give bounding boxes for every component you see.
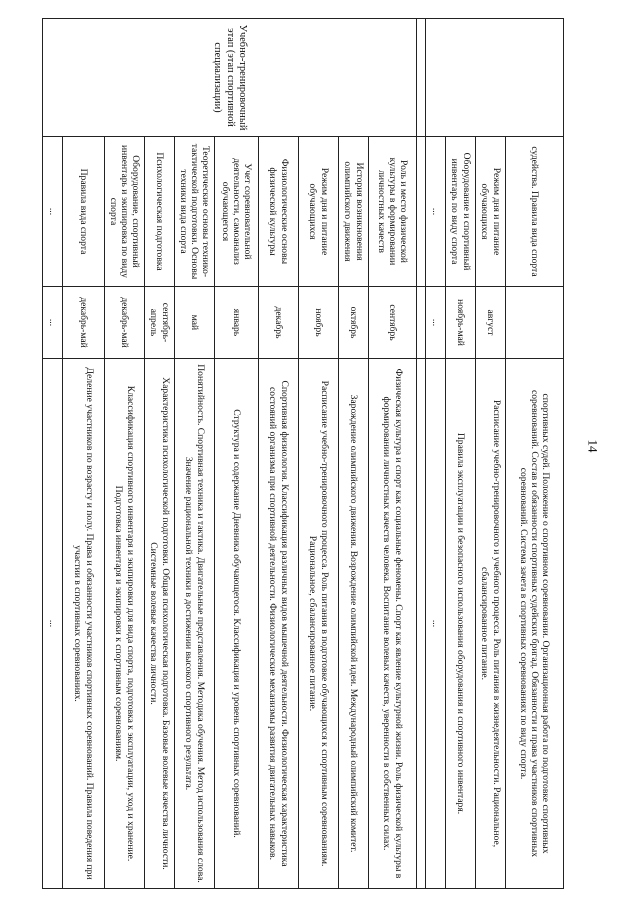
topic-cell: Учет соревновательной деятельности, самоанализ обучающегося <box>215 137 259 287</box>
content-cell: ... <box>43 359 63 889</box>
page-number: 14 <box>585 439 601 453</box>
month-cell <box>506 287 564 359</box>
content-cell: спортивных судей. Положение о спортивном соревновании. Организационная работа по подготовке спортивных соревнований. Состав и обязанности спортивных судейских бригад. Обязанности и права участников спортивных соревнований. Система зачета в спортивных соревнованиях по виду спорта. <box>506 359 564 889</box>
table-row <box>259 19 299 889</box>
month-cell: декабрь-май <box>105 287 145 359</box>
table-row <box>426 19 446 889</box>
table-row <box>43 19 63 889</box>
topic-cell: судейства. Правила вида спорта <box>506 137 564 287</box>
month-cell: ноябрь <box>299 287 339 359</box>
month-cell: январь <box>215 287 259 359</box>
month-cell: ноябрь-май <box>446 287 476 359</box>
separator-cell <box>417 137 426 287</box>
month-cell: ... <box>426 287 446 359</box>
month-cell: сентябрь <box>369 287 417 359</box>
topic-cell: Теоретические основы технико-тактической подготовки. Основы техники вида спорта <box>175 137 215 287</box>
content-cell: Расписание учебно-тренировочного процесса. Роль питания в подготовке обучающихся к спортивным соревнованиям. Рациональное, сбалансированное питание. <box>299 359 339 889</box>
month-cell: ... <box>43 287 63 359</box>
table-frame <box>47 18 564 888</box>
content-cell: Зарождение олимпийского движения. Возрождение олимпийской идеи. Международный олимпийский комитет. <box>339 359 369 889</box>
content-cell: Деление участников по возрасту и полу. Права и обязанности участников спортивных соревнований. Правила поведения при участии в спортивных соревнованиях. <box>63 359 105 889</box>
topic-cell: Психологическая подготовка <box>145 137 175 287</box>
content-cell: ... <box>426 359 446 889</box>
month-cell: октябрь <box>339 287 369 359</box>
table-row <box>105 19 145 889</box>
theory-plan-table <box>42 18 564 889</box>
month-cell: декабрь <box>259 287 299 359</box>
separator-cell <box>417 19 426 137</box>
topic-cell: Роль и место физической культуры в формировании личностных качеств <box>369 137 417 287</box>
content-cell: Структура и содержание Дневника обучающегося. Классификация и уровень спортивных соревнований. <box>215 359 259 889</box>
table-row <box>446 19 476 889</box>
table-row <box>175 19 215 889</box>
month-cell: декабрь-май <box>63 287 105 359</box>
table-row <box>145 19 175 889</box>
topic-cell: ... <box>426 137 446 287</box>
table-row <box>215 19 259 889</box>
content-cell: Правила эксплуатации и безопасного использования оборудования и спортивного инвентаря. <box>446 359 476 889</box>
content-cell: Классификация спортивного инвентаря и экипировки для вида спорта, подготовка к эксплуатации, уход и хранение. Подготовка инвентаря и экипировки к спортивным соревнованиям. <box>105 359 145 889</box>
table-row <box>369 19 417 889</box>
content-cell: Расписание учебно-тренировочного и учебного процесса. Роль питания в жизнедеятельности. Рациональное, сбалансированное питание. <box>476 359 506 889</box>
table-row <box>506 19 564 889</box>
table-row <box>339 19 369 889</box>
content-cell: Понятийность. Спортивная техника и тактика. Двигательные представления. Методика обучения. Метод использования слова. Значение рациональной техники в достижении высокого спортивного результата. <box>175 359 215 889</box>
topic-cell: Режим дня и питание обучающихся <box>299 137 339 287</box>
separator-row <box>417 19 426 889</box>
table-row <box>63 19 105 889</box>
separator-cell <box>417 287 426 359</box>
month-cell: август <box>476 287 506 359</box>
topic-cell: Оборудование, спортивный инвентарь и экипировка по виду спорта <box>105 137 145 287</box>
table-row <box>476 19 506 889</box>
topic-cell: Физиологические основы физической культуры <box>259 137 299 287</box>
topic-cell: Правила вида спорта <box>63 137 105 287</box>
content-cell: Спортивная физиология. Классификация различных видов мышечной деятельности. Физиологическая характеристика состояний организма при спортивной деятельности. Физиологические механизмы развития двигательных навыков. <box>259 359 299 889</box>
stage-cell-first <box>426 19 564 137</box>
topic-cell: История возникновения олимпийского движения <box>339 137 369 287</box>
month-cell: май <box>175 287 215 359</box>
table-row <box>299 19 339 889</box>
content-cell: Характеристика психологической подготовки. Общая психологическая подготовка. Базовые волевые качества личности. Системные волевые качества личности. <box>145 359 175 889</box>
month-cell: сентябрь-апрель <box>145 287 175 359</box>
rotated-table-container <box>47 18 564 888</box>
stage-cell-training: Учебно-тренировочный этап (этап спортивной специализации) <box>43 19 417 137</box>
topic-cell: Оборудование и спортивный инвентарь по виду спорта <box>446 137 476 287</box>
topic-cell: ... <box>43 137 63 287</box>
topic-cell: Режим дня и питание обучающихся <box>476 137 506 287</box>
content-cell: Физическая культура и спорт как социальные феномены. Спорт как явление культурной жизни. Роль физической культуры в формировании личностных качеств человека. Воспитание волевых качеств, уверенности в собственных силах. <box>369 359 417 889</box>
separator-cell <box>417 359 426 889</box>
